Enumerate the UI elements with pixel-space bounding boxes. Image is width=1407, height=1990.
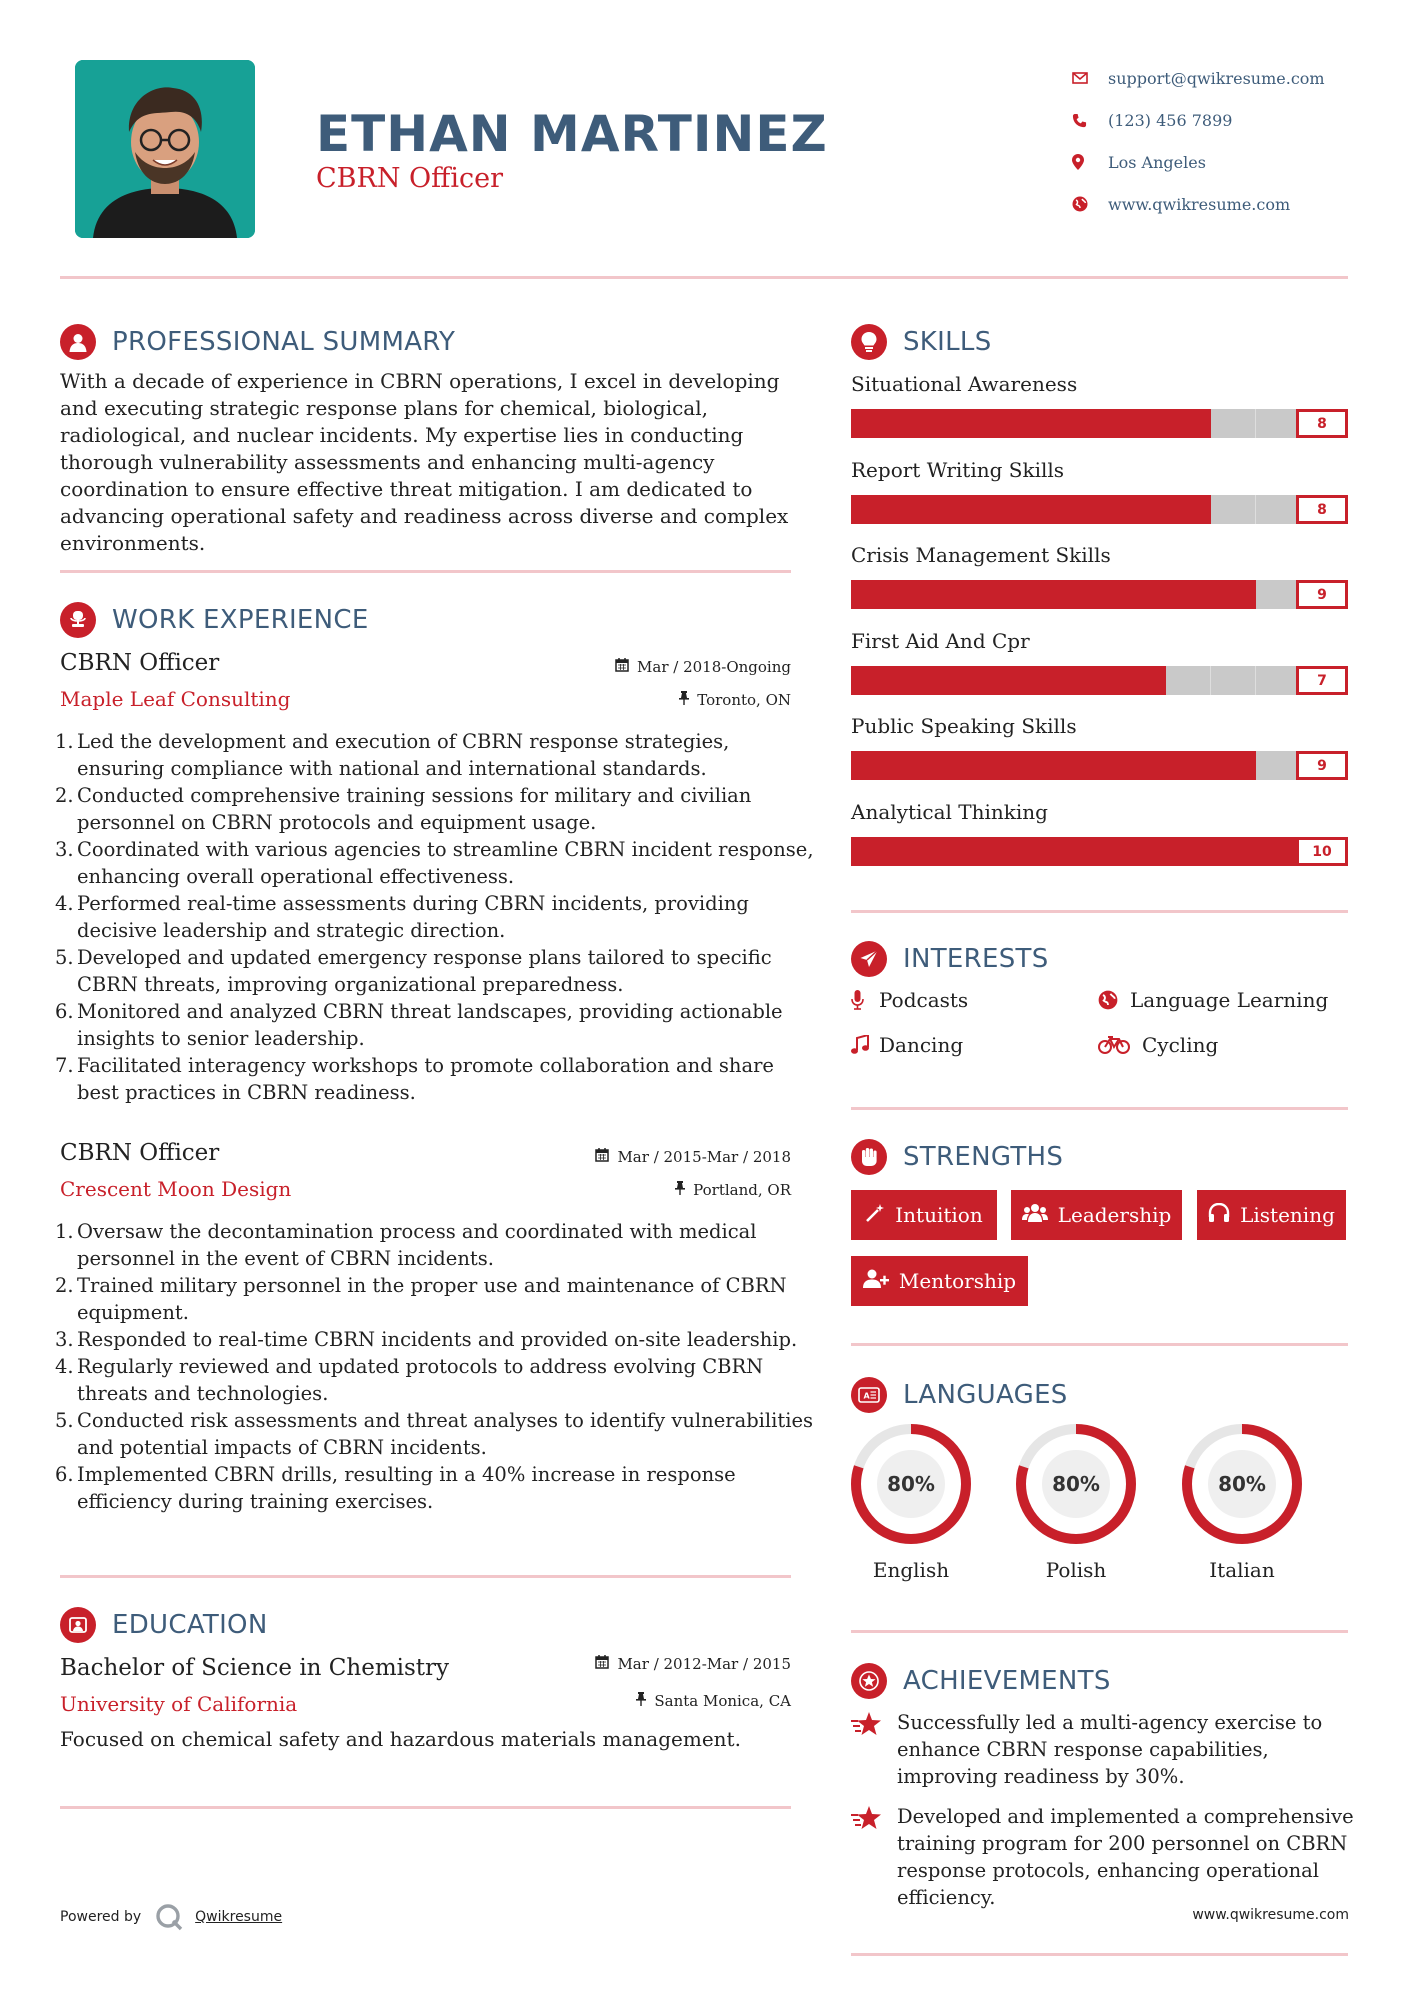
skill-bar — [851, 837, 1348, 866]
interest-item: Cycling — [1098, 1033, 1218, 1057]
education-divider — [60, 1806, 791, 1809]
skill-bar — [851, 666, 1348, 695]
globe-icon — [1098, 990, 1126, 1010]
language-item — [849, 1422, 973, 1582]
briefcase-icon — [60, 602, 96, 638]
language-icon — [851, 1377, 887, 1413]
experience-heading — [60, 602, 369, 638]
job-role: CBRN Officer — [60, 1140, 220, 1166]
achievements-divider — [851, 1953, 1348, 1956]
headphones-icon — [1208, 1203, 1230, 1228]
summary-heading — [60, 324, 455, 360]
users-icon — [1022, 1203, 1048, 1228]
contact-website-text: www.qwikresume.com — [1108, 194, 1291, 214]
list-item: 4. Performed real-time assessments during CBRN incidents, providing decisive leadership and strategic direction. — [55, 892, 749, 942]
list-item: 3. Coordinated with various agencies to streamline CBRN incident response, enhancing overall operational effectiveness. — [55, 838, 814, 888]
skill-name: First Aid And Cpr — [851, 629, 1030, 653]
interest-item: Language Learning — [1098, 988, 1328, 1012]
language-ring — [1014, 1422, 1138, 1546]
svg-text:A: A — [863, 1391, 870, 1401]
education-location-text: Santa Monica, CA — [654, 1692, 791, 1710]
list-item: 2. Trained military personnel in the proper use and maintenance of CBRN equipment. — [55, 1274, 787, 1324]
music-note-icon — [851, 1035, 879, 1055]
list-item: 2. Conducted comprehensive training sessions for military and civilian personnel on CBRN protocols and equipment usage. — [55, 784, 752, 834]
skill-score: 8 — [1296, 495, 1348, 524]
star-badge-icon — [851, 1663, 887, 1699]
summary-text: With a decade of experience in CBRN operations, I excel in developing and executing strategic response plans for chemical, biological, radiological, and nuclear incidents. My expertise lies in conducting thorough vulnerability assessments and enhancing multi-agency coordination to ensure effective threat mitigation. I am dedicated to advancing operational safety and readiness across diverse and complex environments. — [60, 369, 789, 555]
skill-fill — [851, 409, 1211, 438]
calendar-icon — [615, 658, 629, 676]
strength-tag: Listening — [1197, 1190, 1346, 1240]
strengths-divider — [851, 1343, 1348, 1346]
skill-score: 7 — [1296, 666, 1348, 695]
skill-name: Public Speaking Skills — [851, 714, 1077, 738]
summary-divider — [60, 570, 791, 573]
svg-text:80%: 80% — [1218, 1472, 1266, 1496]
education-location — [636, 1692, 791, 1710]
education-degree: Bachelor of Science in Chemistry — [60, 1655, 450, 1681]
strengths-heading — [851, 1139, 1063, 1175]
education-title: EDUCATION — [112, 1610, 268, 1640]
list-item: 6. Implemented CBRN drills, resulting in a 40% increase in response efficiency during training exercises. — [55, 1463, 736, 1513]
strengths-title: STRENGTHS — [903, 1142, 1064, 1172]
contact-email[interactable] — [1072, 57, 1325, 99]
pin-icon — [675, 1181, 685, 1199]
contact-location — [1072, 141, 1325, 183]
skill-name: Crisis Management Skills — [851, 543, 1111, 567]
education-description: Focused on chemical safety and hazardous materials management. — [60, 1727, 741, 1751]
skill-name: Report Writing Skills — [851, 458, 1065, 482]
pin-icon — [636, 1692, 646, 1710]
qwikresume-logo-icon — [155, 1903, 183, 1931]
skills-divider — [851, 910, 1348, 913]
skill-bar — [851, 751, 1348, 780]
achievements-title: ACHIEVEMENTS — [903, 1666, 1111, 1696]
list-item: 5. Conducted risk assessments and threat analyses to identify vulnerabilities and potential impacts of CBRN incidents. — [55, 1409, 814, 1459]
contact-phone[interactable] — [1072, 99, 1325, 141]
skill-score: 9 — [1296, 580, 1348, 609]
skill-name: Situational Awareness — [851, 372, 1078, 396]
job-role: CBRN Officer — [60, 650, 220, 676]
mail-icon — [1072, 72, 1108, 84]
job-company: Maple Leaf Consulting — [60, 687, 291, 711]
skill-bar — [851, 495, 1348, 524]
job-location — [679, 691, 791, 709]
pin-icon — [679, 691, 689, 709]
skill-score: 10 — [1296, 837, 1348, 866]
job-date — [595, 1148, 791, 1166]
job-company: Crescent Moon Design — [60, 1177, 292, 1201]
footer-website[interactable]: www.qwikresume.com — [1192, 1907, 1349, 1923]
contact-phone-text: (123) 456 7899 — [1108, 110, 1233, 130]
interests-heading — [851, 941, 1049, 977]
job-location-text: Portland, OR — [693, 1181, 791, 1199]
skill-name: Analytical Thinking — [851, 800, 1048, 824]
star-icon — [851, 1803, 897, 1911]
job-date-text: Mar / 2018-Ongoing — [637, 658, 791, 676]
skills-title: SKILLS — [903, 327, 992, 357]
achievements-heading — [851, 1663, 1111, 1699]
language-name: Polish — [1045, 1558, 1107, 1582]
graduation-icon — [60, 1607, 96, 1643]
summary-title: PROFESSIONAL SUMMARY — [112, 327, 456, 357]
list-item: 1. Oversaw the decontamination process and coordinated with medical personnel in the event of CBRN incidents. — [55, 1220, 757, 1270]
education-date — [595, 1655, 791, 1673]
contact-email-text: support@qwikresume.com — [1108, 68, 1325, 88]
profile-photo — [75, 60, 255, 238]
list-item: 1. Led the development and execution of CBRN response strategies, ensuring compliance with national and international standards. — [55, 730, 730, 780]
contact-location-text: Los Angeles — [1108, 152, 1206, 172]
header-divider — [60, 276, 1348, 279]
languages-heading — [851, 1377, 1068, 1413]
skills-heading — [851, 324, 992, 360]
list-item: 3. Responded to real-time CBRN incidents and provided on-site leadership. — [55, 1328, 798, 1351]
star-icon — [851, 1709, 897, 1790]
language-ring — [849, 1422, 973, 1546]
skill-fill — [851, 666, 1166, 695]
user-icon — [60, 324, 96, 360]
education-date-text: Mar / 2012-Mar / 2015 — [617, 1655, 791, 1673]
bicycle-icon — [1098, 1036, 1142, 1054]
achievement-item: Successfully led a multi-agency exercise to enhance CBRN response capabilities, improving readiness by 30%. — [851, 1709, 1361, 1790]
qwikresume-link[interactable]: Qwikresume — [195, 1909, 283, 1925]
paper-plane-icon — [851, 941, 887, 977]
fist-icon — [851, 1139, 887, 1175]
skill-bar — [851, 409, 1348, 438]
candidate-title: CBRN Officer — [316, 163, 503, 194]
contact-website[interactable] — [1072, 183, 1325, 225]
svg-text:80%: 80% — [1052, 1472, 1100, 1496]
job-bullets — [55, 1218, 815, 1515]
job-bullets — [55, 728, 815, 1106]
experience-divider — [60, 1575, 791, 1578]
skill-bar — [851, 580, 1348, 609]
lightbulb-icon — [851, 324, 887, 360]
user-plus-icon — [863, 1269, 889, 1294]
education-school: University of California — [60, 1692, 298, 1716]
language-item — [1014, 1422, 1138, 1582]
strength-tag: Intuition — [851, 1190, 997, 1240]
magic-wand-icon — [865, 1203, 885, 1228]
interests-divider — [851, 1107, 1348, 1110]
skill-fill — [851, 495, 1211, 524]
powered-by-text: Powered by — [60, 1909, 142, 1925]
list-item: 4. Regularly reviewed and updated protocols to address evolving CBRN threats and technologies. — [55, 1355, 764, 1405]
job-date-text: Mar / 2015-Mar / 2018 — [617, 1148, 791, 1166]
list-item: 6. Monitored and analyzed CBRN threat landscapes, providing actionable insights to senior leadership. — [55, 1000, 783, 1050]
microphone-icon — [851, 990, 879, 1010]
interests-title: INTERESTS — [903, 944, 1049, 974]
skill-score: 9 — [1296, 751, 1348, 780]
calendar-icon — [595, 1655, 609, 1673]
job-date — [615, 658, 791, 676]
interest-item: Dancing — [851, 1033, 963, 1057]
list-item: 5. Developed and updated emergency response plans tailored to specific CBRN threats, improving organizational preparedness. — [55, 946, 772, 996]
powered-by — [60, 1903, 282, 1931]
language-name: Italian — [1209, 1558, 1275, 1582]
skill-fill — [851, 751, 1256, 780]
skill-fill — [851, 580, 1256, 609]
strength-tag: Leadership — [1011, 1190, 1182, 1240]
language-name: English — [872, 1558, 950, 1582]
globe-icon — [1072, 196, 1108, 212]
phone-icon — [1072, 113, 1108, 128]
languages-divider — [851, 1630, 1348, 1633]
svg-text:80%: 80% — [887, 1472, 935, 1496]
languages-title: LANGUAGES — [903, 1380, 1068, 1410]
achievement-item: Developed and implemented a comprehensive training program for 200 personnel on CBRN response protocols, enhancing operational efficiency. — [851, 1803, 1361, 1911]
list-item: 7. Facilitated interagency workshops to promote collaboration and share best practices in CBRN readiness. — [55, 1054, 774, 1104]
candidate-name: ETHAN MARTINEZ — [316, 105, 828, 163]
education-heading — [60, 1607, 268, 1643]
skill-fill — [851, 837, 1301, 866]
language-ring — [1180, 1422, 1304, 1546]
strength-tag: Mentorship — [851, 1256, 1028, 1306]
skill-score: 8 — [1296, 409, 1348, 438]
language-item — [1180, 1422, 1304, 1582]
experience-title: WORK EXPERIENCE — [112, 605, 369, 635]
contact-list — [1072, 57, 1325, 225]
avatar — [75, 60, 255, 238]
interest-item: Podcasts — [851, 988, 968, 1012]
job-location-text: Toronto, ON — [697, 691, 791, 709]
calendar-icon — [595, 1148, 609, 1166]
location-pin-icon — [1072, 154, 1108, 170]
job-location — [675, 1181, 791, 1199]
